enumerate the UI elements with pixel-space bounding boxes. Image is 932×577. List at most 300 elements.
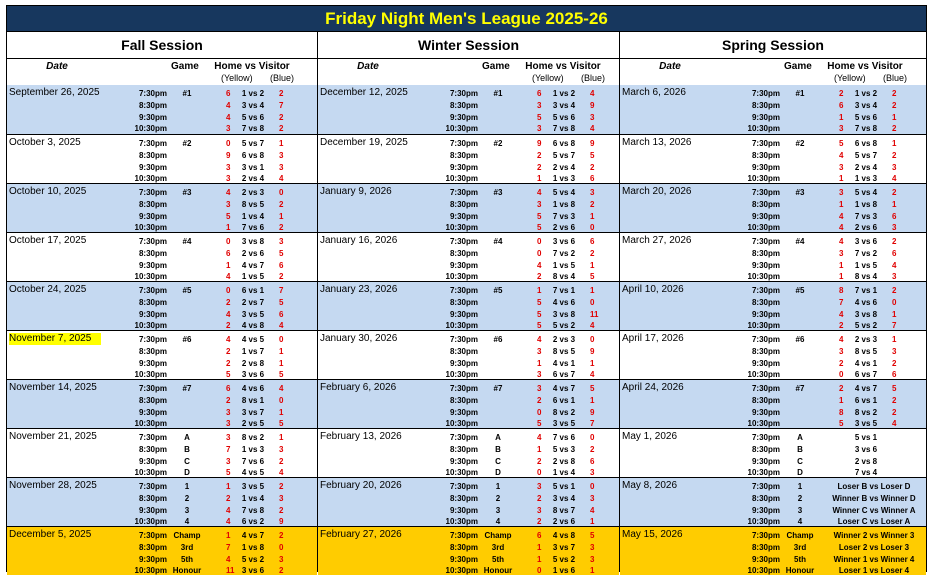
game-row (318, 138, 619, 150)
matchup: 6 vs 1 (241, 286, 265, 295)
matchup: 6 vs 7 (552, 370, 576, 379)
visitor-score: 1 (892, 113, 897, 122)
home-score: 0 (537, 566, 542, 575)
game-row (620, 346, 926, 358)
home-score: 5 (226, 212, 231, 221)
matchup: 2 vs 3 (241, 188, 265, 197)
matchup: 8 vs 2 (552, 408, 576, 417)
game-row (318, 432, 619, 444)
visitor-score: 6 (892, 212, 897, 221)
visitor-score: 2 (279, 113, 284, 122)
game-time: 7:30pm (449, 482, 478, 491)
home-score: 6 (537, 89, 542, 98)
week-block (7, 330, 317, 379)
visitor-score: 7 (590, 419, 595, 428)
game-label: 3 (184, 506, 190, 515)
visitor-score: 3 (279, 163, 284, 172)
game-time: 10:30pm (445, 370, 478, 379)
game-time: 10:30pm (747, 566, 780, 575)
matchup: 6 vs 8 (241, 151, 265, 160)
home-score: 3 (537, 506, 542, 515)
week-date: January 16, 2026 (320, 235, 398, 246)
game-row (7, 383, 317, 395)
home-score: 7 (839, 298, 844, 307)
visitor-score: 1 (590, 359, 595, 368)
game-time: 8:30pm (449, 396, 478, 405)
home-score: 4 (839, 237, 844, 246)
home-score: 5 (537, 113, 542, 122)
matchup: 5 vs 4 (552, 188, 576, 197)
visitor-score: 4 (279, 468, 284, 477)
date-column-label: Date (357, 61, 379, 72)
matchup: 3 vs 4 (552, 101, 576, 110)
visitor-score: 3 (590, 113, 595, 122)
home-score: 4 (226, 188, 231, 197)
game-time: 8:30pm (449, 445, 478, 454)
visitor-score: 2 (279, 223, 284, 232)
game-time: 10:30pm (445, 321, 478, 330)
game-row (318, 297, 619, 309)
home-score: 1 (537, 543, 542, 552)
week-date: February 27, 2026 (320, 529, 402, 540)
matchup: 5 vs 6 (241, 113, 265, 122)
visitor-score: 0 (279, 335, 284, 344)
game-label: Honour (172, 566, 202, 575)
home-score: 0 (537, 408, 542, 417)
matchup: 5 vs 2 (552, 321, 576, 330)
game-time: 7:30pm (449, 237, 478, 246)
matchup: 1 vs 3 (241, 445, 265, 454)
matchup: 8 vs 4 (552, 272, 576, 281)
game-row (7, 236, 317, 248)
matchup: 8 vs 2 (854, 408, 878, 417)
week-block (620, 134, 926, 183)
home-score: 7 (226, 543, 231, 552)
week-date: May 1, 2026 (622, 431, 678, 442)
home-score: 1 (839, 396, 844, 405)
game-label: 5th (794, 555, 806, 564)
matchup: 1 vs 4 (552, 468, 576, 477)
matchup: 5 vs 4 (854, 188, 878, 197)
visitor-score: 0 (590, 482, 595, 491)
week-date: December 12, 2025 (320, 87, 408, 98)
game-label: B (495, 445, 501, 454)
home-score: 3 (226, 174, 231, 183)
game-time: 10:30pm (134, 370, 167, 379)
home-score: 1 (226, 482, 231, 491)
column-header (7, 59, 317, 85)
game-time: 9:30pm (449, 113, 478, 122)
game-time: 8:30pm (449, 200, 478, 209)
home-score: 4 (839, 151, 844, 160)
home-score: 6 (226, 249, 231, 258)
game-time: 10:30pm (134, 272, 167, 281)
visitor-score: 2 (279, 506, 284, 515)
week-date: February 20, 2026 (320, 480, 402, 491)
game-time: 8:30pm (751, 445, 780, 454)
visitor-score: 3 (590, 555, 595, 564)
game-time: 9:30pm (449, 310, 478, 319)
game-row (620, 248, 926, 260)
matchup: 4 vs 7 (854, 384, 878, 393)
home-score: 2 (537, 151, 542, 160)
game-time: 7:30pm (449, 286, 478, 295)
game-row (7, 187, 317, 199)
column-header (620, 59, 926, 85)
week-date: October 3, 2025 (9, 137, 81, 148)
game-row (620, 199, 926, 211)
home-score: 3 (537, 124, 542, 133)
game-row (620, 150, 926, 162)
home-vs-visitor-label: Home vs Visitor (214, 61, 290, 72)
game-time: 8:30pm (751, 347, 780, 356)
home-score: 4 (537, 188, 542, 197)
home-score: 7 (226, 445, 231, 454)
home-score: 3 (226, 163, 231, 172)
game-time: 7:30pm (449, 188, 478, 197)
game-label: #1 (182, 89, 192, 98)
game-label: #5 (795, 286, 805, 295)
game-row (7, 346, 317, 358)
game-row (7, 88, 317, 100)
game-time: 9:30pm (751, 457, 780, 466)
visitor-score: 1 (590, 566, 595, 575)
game-label: 4 (797, 517, 803, 526)
game-row (620, 187, 926, 199)
session-spring-session (619, 32, 926, 575)
game-time: 8:30pm (138, 543, 167, 552)
home-score: 5 (839, 139, 844, 148)
home-score: 2 (226, 321, 231, 330)
game-label: C (797, 457, 803, 466)
game-label: #7 (493, 384, 503, 393)
matchup: 3 vs 4 (241, 101, 265, 110)
game-label: #2 (493, 139, 503, 148)
game-label: 1 (797, 482, 803, 491)
matchup: 8 vs 2 (241, 433, 265, 442)
matchup: 5 vs 6 (552, 113, 576, 122)
home-score: 5 (537, 298, 542, 307)
game-row (7, 444, 317, 456)
date-column-label: Date (659, 61, 681, 72)
visitor-score: 3 (892, 223, 897, 232)
home-vs-visitor-label: Home vs Visitor (525, 61, 601, 72)
home-score: 1 (226, 261, 231, 270)
matchup: 7 vs 6 (552, 433, 576, 442)
matchup: 2 vs 4 (854, 163, 878, 172)
visitor-score: 2 (279, 566, 284, 575)
game-label: Champ (786, 531, 814, 540)
game-label: #7 (182, 384, 192, 393)
game-column-label: Game (784, 61, 812, 72)
home-score: 3 (839, 124, 844, 133)
matchup: 3 vs 1 (241, 163, 265, 172)
game-time: 9:30pm (751, 555, 780, 564)
game-label: #3 (493, 188, 503, 197)
visitor-score: 5 (892, 384, 897, 393)
matchup: 1 vs 3 (552, 174, 576, 183)
game-row (318, 565, 619, 577)
session-title: Winter Session (318, 32, 619, 59)
matchup: 2 vs 4 (241, 174, 265, 183)
home-score: 3 (839, 249, 844, 258)
visitor-score: 3 (279, 445, 284, 454)
game-time: 8:30pm (751, 200, 780, 209)
matchup: 2 vs 6 (854, 223, 878, 232)
week-date: January 9, 2026 (320, 186, 392, 197)
game-time: 7:30pm (751, 139, 780, 148)
home-score: 3 (537, 370, 542, 379)
session-title: Fall Session (7, 32, 317, 59)
visitor-score: 2 (892, 237, 897, 246)
home-score: 9 (226, 151, 231, 160)
game-time: 7:30pm (449, 89, 478, 98)
home-score: 0 (226, 139, 231, 148)
matchup: 1 vs 5 (241, 272, 265, 281)
week-date: September 26, 2025 (9, 87, 100, 98)
game-row (620, 138, 926, 150)
game-row (318, 493, 619, 505)
home-score: 5 (537, 419, 542, 428)
visitor-score: 2 (279, 482, 284, 491)
game-time: 7:30pm (751, 384, 780, 393)
home-score: 8 (839, 408, 844, 417)
game-time: 8:30pm (138, 101, 167, 110)
game-label: 3 (495, 506, 501, 515)
game-row (620, 395, 926, 407)
game-time: 10:30pm (747, 174, 780, 183)
game-row (318, 100, 619, 112)
home-score: 6 (537, 531, 542, 540)
visitor-score: 4 (279, 321, 284, 330)
game-row (318, 88, 619, 100)
game-label: Honour (785, 566, 815, 575)
matchup: 2 vs 6 (241, 249, 265, 258)
visitor-score: 2 (892, 408, 897, 417)
week-block (620, 526, 926, 575)
week-date: November 28, 2025 (9, 480, 97, 491)
home-score: 3 (537, 482, 542, 491)
game-row (620, 542, 926, 554)
game-time: 10:30pm (134, 174, 167, 183)
game-label: 2 (797, 494, 803, 503)
visitor-score: 3 (279, 494, 284, 503)
week-block (318, 330, 619, 379)
matchup: 3 vs 6 (854, 237, 878, 246)
game-label: A (797, 433, 803, 442)
matchup: 5 vs 7 (854, 151, 878, 160)
visitor-score: 4 (279, 174, 284, 183)
week-date: December 19, 2025 (320, 137, 408, 148)
week-date: March 6, 2026 (622, 87, 686, 98)
visitor-score: 2 (590, 249, 595, 258)
game-label: #3 (795, 188, 805, 197)
game-column-label: Game (482, 61, 510, 72)
game-row (620, 432, 926, 444)
visitor-score: 4 (590, 321, 595, 330)
game-row (620, 88, 926, 100)
visitor-score: 0 (279, 543, 284, 552)
home-score: 6 (226, 384, 231, 393)
matchup: 8 vs 7 (552, 506, 576, 515)
visitor-score: 3 (892, 272, 897, 281)
home-score: 4 (537, 335, 542, 344)
visitor-score: 0 (279, 188, 284, 197)
game-time: 10:30pm (134, 124, 167, 133)
session-title: Spring Session (620, 32, 926, 59)
game-row (318, 530, 619, 542)
game-time: 9:30pm (449, 457, 478, 466)
matchup: 1 vs 2 (552, 89, 576, 98)
visitor-score: 2 (892, 359, 897, 368)
game-row (318, 383, 619, 395)
week-block (318, 477, 619, 526)
week-block (318, 183, 619, 232)
matchup: 7 vs 6 (241, 223, 265, 232)
matchup: 7 vs 1 (552, 286, 576, 295)
visitor-score: 4 (590, 89, 595, 98)
home-score: 1 (537, 286, 542, 295)
home-score: 1 (537, 555, 542, 564)
game-time: 7:30pm (751, 531, 780, 540)
matchup: 1 vs 5 (552, 261, 576, 270)
game-time: 10:30pm (134, 321, 167, 330)
game-label: #4 (182, 237, 192, 246)
visitor-score: 0 (590, 335, 595, 344)
matchup: 5 vs 3 (552, 445, 576, 454)
visitor-score: 0 (590, 298, 595, 307)
home-score: 5 (537, 212, 542, 221)
matchup-text: Loser B vs Loser D (837, 482, 911, 491)
matchup: 6 vs 7 (854, 370, 878, 379)
home-score: 2 (537, 396, 542, 405)
matchup: 3 vs 6 (241, 370, 265, 379)
matchup: 3 vs 7 (241, 408, 265, 417)
visitor-score: 1 (279, 139, 284, 148)
date-column-label: Date (46, 61, 68, 72)
home-score: 2 (537, 163, 542, 172)
game-row (318, 150, 619, 162)
game-time: 9:30pm (449, 163, 478, 172)
game-time: 9:30pm (751, 163, 780, 172)
visitor-score: 1 (279, 433, 284, 442)
home-score: 0 (226, 237, 231, 246)
home-score: 3 (226, 124, 231, 133)
matchup: 2 vs 4 (552, 163, 576, 172)
matchup: 5 vs 2 (854, 321, 878, 330)
week-block (318, 232, 619, 281)
home-score: 1 (839, 113, 844, 122)
game-row (7, 530, 317, 542)
visitor-score: 5 (590, 272, 595, 281)
week-block (7, 477, 317, 526)
visitor-score: 2 (279, 457, 284, 466)
matchup: 1 vs 7 (241, 347, 265, 356)
matchup: 7 vs 8 (854, 124, 878, 133)
game-time: 9:30pm (138, 359, 167, 368)
home-score: 4 (839, 310, 844, 319)
game-label: A (184, 433, 190, 442)
matchup: 2 vs 8 (241, 359, 265, 368)
matchup: 7 vs 3 (854, 212, 878, 221)
game-time: 8:30pm (138, 347, 167, 356)
visitor-score: 5 (590, 531, 595, 540)
home-score: 1 (839, 174, 844, 183)
matchup: 7 vs 6 (241, 457, 265, 466)
game-label: Champ (173, 531, 201, 540)
home-score: 0 (226, 286, 231, 295)
matchup: 1 vs 4 (241, 212, 265, 221)
home-score: 3 (226, 457, 231, 466)
visitor-score: 4 (279, 384, 284, 393)
week-date: October 17, 2025 (9, 235, 87, 246)
game-time: 10:30pm (445, 272, 478, 281)
visitor-score: 9 (590, 408, 595, 417)
game-time: 7:30pm (751, 286, 780, 295)
home-score: 1 (537, 174, 542, 183)
home-score: 4 (226, 101, 231, 110)
game-label: #4 (795, 237, 805, 246)
game-time: 10:30pm (134, 517, 167, 526)
visitor-score: 6 (279, 310, 284, 319)
visitor-score: 6 (892, 370, 897, 379)
matchup-text: Loser C vs Loser A (837, 517, 911, 526)
home-score: 9 (537, 139, 542, 148)
home-score: 4 (226, 555, 231, 564)
game-label: B (184, 445, 190, 454)
matchup: 1 vs 4 (241, 494, 265, 503)
game-time: 10:30pm (747, 468, 780, 477)
game-time: 7:30pm (138, 482, 167, 491)
game-time: 7:30pm (751, 188, 780, 197)
home-score: 2 (839, 384, 844, 393)
game-row (7, 297, 317, 309)
week-date: March 20, 2026 (622, 186, 692, 197)
matchup: 2 vs 8 (854, 457, 878, 466)
game-time: 10:30pm (747, 124, 780, 133)
home-score: 1 (537, 445, 542, 454)
visitor-score: 2 (590, 445, 595, 454)
matchup: 8 vs 5 (241, 200, 265, 209)
matchup: 3 vs 5 (854, 419, 878, 428)
matchup: 6 vs 8 (552, 139, 576, 148)
matchup: 5 vs 7 (552, 151, 576, 160)
home-score: 3 (537, 200, 542, 209)
home-score: 2 (226, 494, 231, 503)
matchup: 4 vs 5 (241, 468, 265, 477)
matchup: 3 vs 7 (552, 543, 576, 552)
home-score: 0 (839, 370, 844, 379)
week-block (620, 428, 926, 477)
game-time: 7:30pm (449, 433, 478, 442)
game-time: 10:30pm (445, 468, 478, 477)
game-label: C (184, 457, 190, 466)
matchup: 1 vs 2 (854, 89, 878, 98)
game-row (7, 481, 317, 493)
game-row (318, 346, 619, 358)
week-block (318, 526, 619, 575)
visitor-score: 3 (892, 347, 897, 356)
visitor-score: 2 (279, 272, 284, 281)
home-score: 3 (839, 188, 844, 197)
game-label: 5th (492, 555, 504, 564)
week-date: March 13, 2026 (622, 137, 692, 148)
home-score: 2 (537, 272, 542, 281)
home-score: 3 (537, 347, 542, 356)
game-row (620, 444, 926, 456)
matchup: 8 vs 4 (854, 272, 878, 281)
matchup: 8 vs 5 (854, 347, 878, 356)
